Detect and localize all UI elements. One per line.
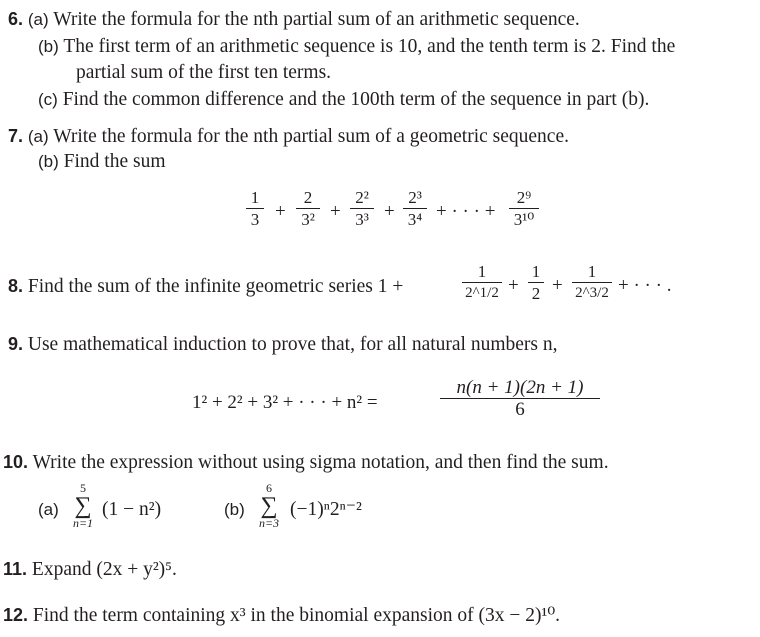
plus-sign: +	[552, 275, 563, 296]
sigma-upper: 5	[80, 481, 86, 495]
induction-lhs: 1² + 2² + 3² + · · · + n² =	[192, 392, 378, 413]
denominator: 3¹⁰	[513, 210, 535, 229]
problem-text: Use mathematical induction to prove that, for all natural numbers n,	[27, 334, 558, 355]
ellipsis-plus: + · · · +	[436, 201, 496, 222]
sigma-icon: ∑	[74, 493, 92, 519]
problem-number: 9.	[8, 334, 24, 354]
problem-number: 7.	[8, 126, 24, 146]
problem-7-part-a	[8, 124, 569, 149]
problem-9	[8, 332, 558, 357]
denominator: 3⁴	[407, 210, 423, 229]
numerator: 2⁹	[516, 188, 532, 207]
problem-text: Write the formula for the nth partial sum of an arithmetic sequence.	[53, 9, 580, 30]
problem-10	[3, 450, 609, 475]
fraction	[350, 188, 374, 229]
problem-8	[8, 274, 403, 299]
fraction	[528, 262, 544, 303]
problem-12	[3, 603, 560, 628]
problem-10-part-a-label	[38, 498, 59, 522]
problem-text: The first term of an arithmetic sequence is 10, and the tenth term is 2. Find the	[63, 36, 676, 57]
numerator: 1	[477, 262, 487, 281]
plus-sign: +	[384, 201, 395, 222]
problem-6-part-b	[38, 35, 675, 59]
numerator: n(n + 1)(2n + 1)	[456, 377, 584, 398]
problem-6-part-b-cont	[76, 61, 331, 85]
denominator: 3	[250, 210, 260, 229]
problem-6-part-a	[8, 7, 580, 32]
induction-rhs-fraction	[440, 378, 600, 419]
denominator: 2^1/2	[465, 285, 499, 301]
plus-sign: +	[508, 275, 519, 296]
problem-6-part-c	[38, 88, 649, 112]
denominator: 6	[515, 399, 525, 420]
problem-text: partial sum of the first ten terms.	[76, 62, 332, 83]
problem-11	[3, 557, 177, 582]
fraction	[246, 188, 264, 229]
numerator: 1	[250, 188, 260, 207]
series-tail: + · · · .	[618, 275, 672, 296]
problem-text: Find the term containing x³ in the binomial expansion of (3x − 2)¹⁰.	[32, 605, 561, 626]
sigma-upper: 6	[266, 481, 272, 495]
numerator: 1	[531, 262, 541, 281]
fraction	[403, 188, 427, 229]
fraction	[296, 188, 320, 229]
expression: (1 − n²)	[102, 499, 162, 520]
problem-text: Find the sum of the infinite geometric series 1 +	[27, 276, 404, 297]
sigma-lower: n=3	[258, 516, 280, 530]
fraction	[462, 262, 502, 303]
fraction	[572, 262, 612, 303]
numerator: 2	[303, 188, 313, 207]
problem-number: 8.	[8, 276, 24, 296]
problem-number: 12.	[3, 605, 29, 625]
sigma-icon: ∑	[260, 493, 278, 519]
numerator: 2²	[355, 188, 369, 207]
part-label: (b)	[38, 152, 59, 171]
part-label: (b)	[38, 37, 59, 56]
numerator: 1	[587, 262, 597, 281]
fraction	[509, 188, 539, 229]
denominator: 2	[531, 284, 541, 303]
part-label: (c)	[38, 90, 58, 109]
plus-sign: +	[330, 201, 341, 222]
problem-text: Expand (2x + y²)⁵.	[31, 559, 177, 580]
sigma-sum	[256, 482, 282, 530]
part-label: (a)	[27, 127, 49, 146]
problem-10-part-b-label	[224, 498, 245, 522]
sigma-lower: n=1	[72, 516, 94, 530]
problem-number: 6.	[8, 9, 24, 29]
problem-number: 10.	[3, 452, 29, 472]
denominator: 3³	[355, 210, 369, 229]
sigma-expression	[102, 498, 161, 522]
part-label: (a)	[27, 10, 49, 29]
denominator: 3²	[301, 210, 315, 229]
expression: (−1)ⁿ2ⁿ⁻²	[290, 499, 362, 520]
sigma-expression	[290, 498, 362, 522]
problem-text: Write the expression without using sigma notation, and then find the sum.	[32, 452, 609, 473]
numerator: 2³	[408, 188, 422, 207]
denominator: 2^3/2	[575, 285, 609, 301]
plus-sign: +	[275, 201, 286, 222]
problem-text: Find the sum	[63, 151, 166, 172]
problem-text: Write the formula for the nth partial sum of a geometric sequence.	[53, 126, 569, 147]
part-label: (a)	[38, 500, 59, 519]
problem-text: Find the common difference and the 100th term of the sequence in part (b).	[62, 89, 650, 110]
problem-7-part-b	[38, 150, 166, 174]
sigma-sum	[70, 482, 96, 530]
part-label: (b)	[224, 500, 245, 519]
problem-number: 11.	[3, 559, 28, 579]
